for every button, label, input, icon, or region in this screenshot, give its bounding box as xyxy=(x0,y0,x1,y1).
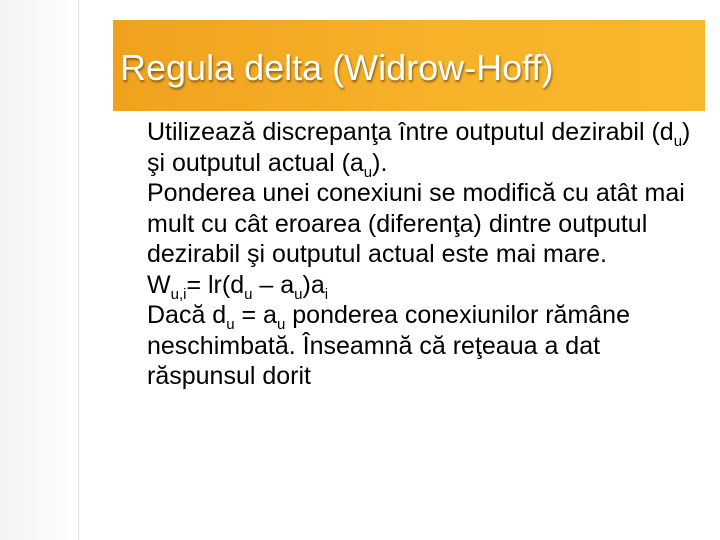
subscript: u xyxy=(226,316,235,333)
bullet-text: ). xyxy=(372,148,388,177)
subscript: u,i xyxy=(170,285,187,303)
bullet-text: ) şi outputul actual (a xyxy=(147,118,691,177)
bullet-text: ponderea conexiunilor rămâne neschimbată. Înseamnă că reţeaua a dat răspunsul dorit xyxy=(147,301,630,390)
formula-text: – a xyxy=(252,270,295,299)
bullet-formula xyxy=(128,270,703,301)
bullet-no-change xyxy=(128,300,703,392)
subscript: i xyxy=(324,285,329,303)
bullet-discrepancy xyxy=(128,117,703,181)
subscript: u xyxy=(673,133,683,150)
formula-text: )a xyxy=(302,270,325,299)
formula-text: = lr(d xyxy=(186,270,245,299)
bullet-text: Utilizează discrepanţa între outputul dezirabil (d xyxy=(147,118,674,146)
bullet-text: Ponderea unei conexiuni se modifică cu atât mai mult cu cât eroarea (diferenţa) dintre outputul dezirabil şi outputul actual este mai mare. xyxy=(147,179,685,268)
bullet-text: = a xyxy=(234,301,277,329)
bullet-weight-change xyxy=(128,178,703,270)
subscript: u xyxy=(363,163,373,181)
bullet-list xyxy=(128,117,703,392)
subscript: u xyxy=(276,316,286,333)
formula-text: W xyxy=(147,270,171,299)
left-side-panel xyxy=(0,0,78,540)
bullet-text: Dacă d xyxy=(147,301,227,329)
left-divider-line xyxy=(78,0,79,540)
slide-title: Regula delta (Widrow-Hoff) xyxy=(120,47,554,88)
subscript: u xyxy=(244,285,253,303)
subscript: u xyxy=(294,285,303,303)
